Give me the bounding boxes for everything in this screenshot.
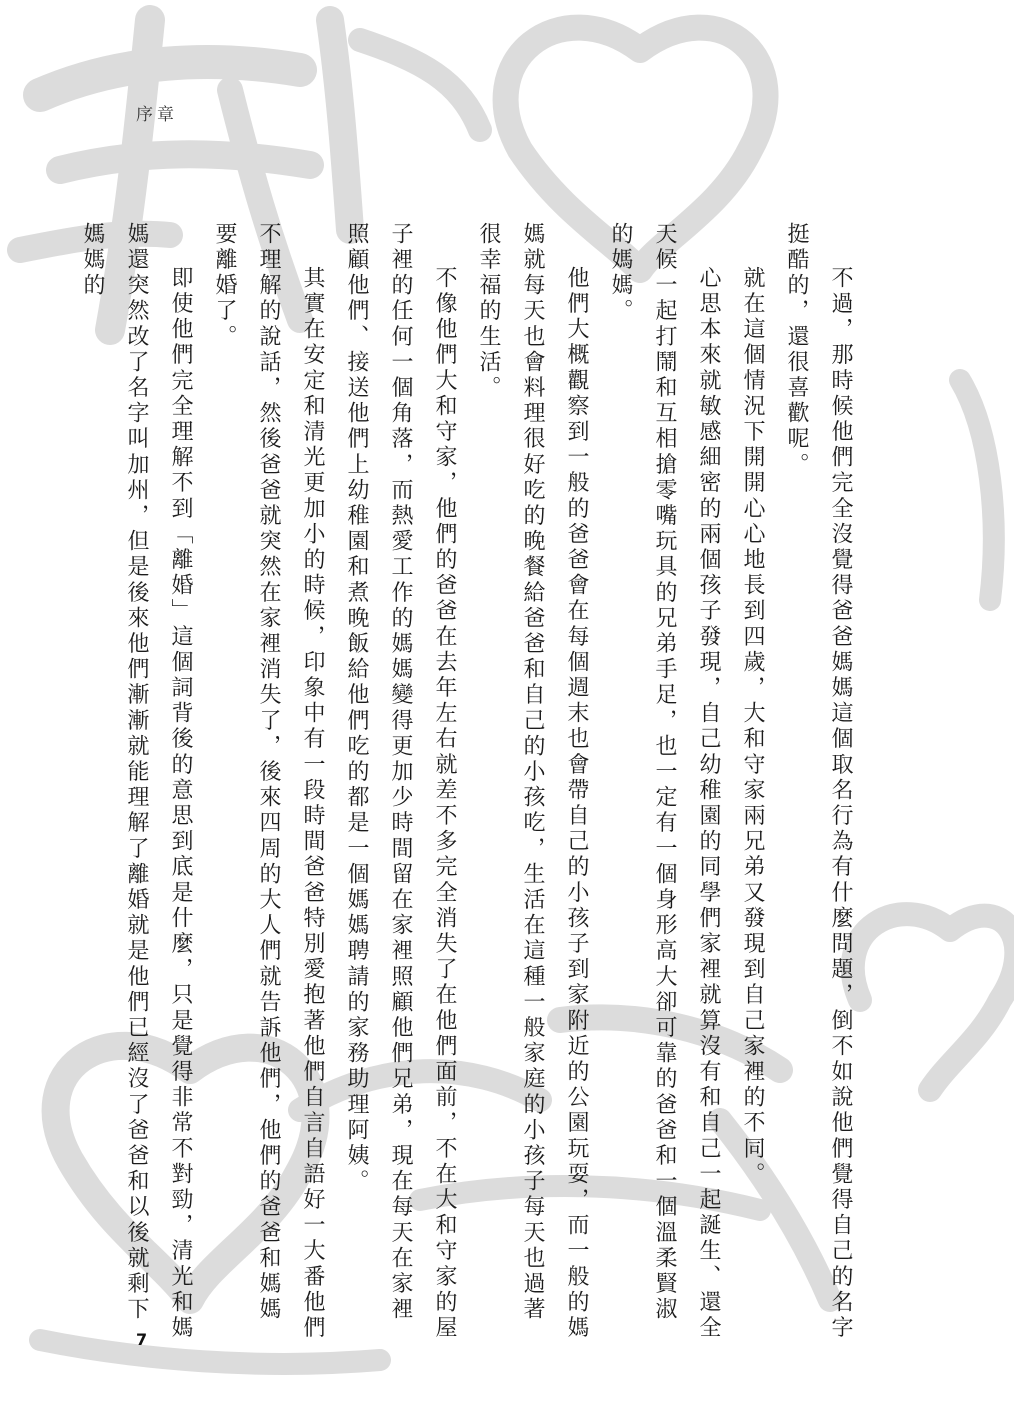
paragraph: 不過，那時候他們完全沒覺得爸爸媽媽這個取名行為有什麼問題，倒不如說他們覺得自己的名字挺酷的，還很喜歡呢。 xyxy=(784,222,853,1342)
paragraph: 他們大概觀察到一般的爸爸會在每個週末也會帶自己的小孩子到家附近的公園玩耍，而一般的媽媽就每天也會料理很好吃的晚餐給爸爸和自己的小孩吃，生活在這種一般家庭的小孩子每天也過著很幸福的生活。 xyxy=(476,222,589,1342)
chapter-title: 序章 xyxy=(136,105,178,125)
paragraph: 就在這個情況下開開心心地長到四歲，大和守家兩兄弟又發現到自己家裡的不同。 xyxy=(740,266,765,1188)
vertical-text-body xyxy=(80,222,862,1342)
page-number: 7 xyxy=(136,1330,148,1349)
paragraph: 心思本來就敏感細密的兩個孩子發現，自己幼稚園的同學們家裡就算沒有和自己一起誕生、還全天候一起打鬧和互相搶零嘴玩具的兄弟手足，也一定有一個身形高大卻可靠的爸爸和一個溫柔賢淑的媽媽。 xyxy=(608,222,721,1342)
paragraph: 即使他們完全理解不到「離婚」這個詞背後的意思到底是什麼，只是覺得非常不對勁，清光和媽媽還突然改了名字叫加州，但是後來他們漸漸就能理解了離婚就是他們已經沒了爸爸和以後就剩下媽媽的 xyxy=(80,222,193,1342)
paragraph: 其實在安定和清光更加小的時候，印象中有一段時間爸爸特別愛抱著他們自言自語好一大番他們不理解的說話，然後爸爸就突然在家裡消失了，後來四周的大人們就告訴他們，他們的爸爸和媽媽要離婚了。 xyxy=(212,222,325,1342)
paragraph: 不像他們大和守家，他們的爸爸在去年左右就差不多完全消失了在他們面前，不在大和守家的屋子裡的任何一個角落，而熱愛工作的媽媽變得更加少時間留在家裡照顧他們兄弟，現在每天在家裡照顧他們、接送他們上幼稚園和煮晚飯給他們吃的都是一個媽媽聘請的家務助理阿姨。 xyxy=(344,222,457,1342)
